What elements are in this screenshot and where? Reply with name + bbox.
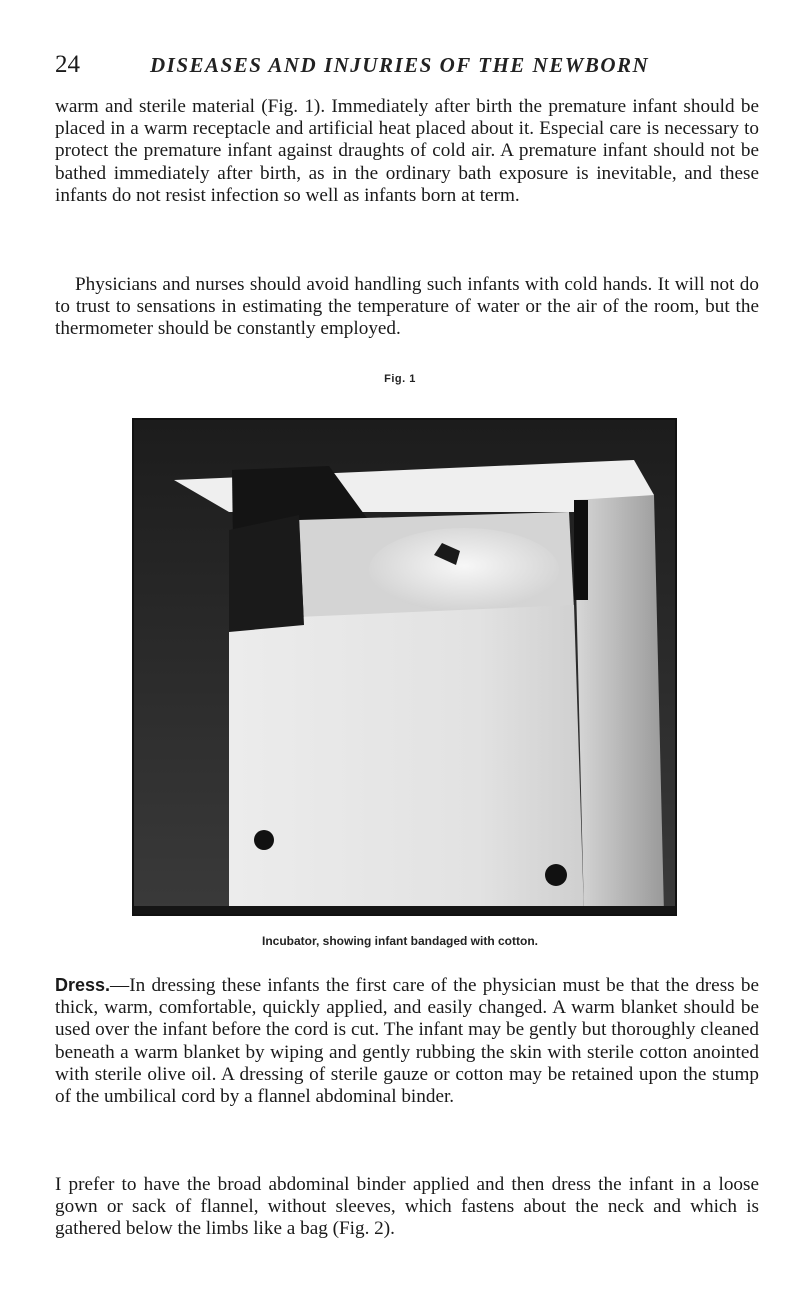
knob-right [545,864,567,886]
figure-label: Fig. 1 [384,373,416,385]
paragraph-2: Physicians and nurses should avoid handling such infants with cold hands. It will not do to trust to sensations in estimating the temperature of water or the air of the room, but the thermometer should be constantly employed. [55,274,759,340]
page-header [55,48,755,82]
incubator-left-wall [229,515,304,632]
base-shadow [134,906,675,914]
ventilation-tube [574,500,588,600]
paragraph-3-body: —In dressing these infants the first care of the physician must be that the dress be thick, warm, comfortable, quickly applied, and easily changed. A warm blanket should be used over the infant before the cord is cut. The infant may be gently but thoroughly cleaned beneath a warm blanket by wiping and gently rubbing the skin with sterile cotton anointed with sterile olive oil. A dressing of sterile gauze or cotton may be retained upon the stump of the umbilical cord by a flannel abdominal binder. [55,975,759,1108]
figure-caption: Incubator, showing infant bandaged with cotton. [262,934,538,948]
page-number: 24 [55,51,80,78]
knob-left [254,830,274,850]
running-head: DISEASES AND INJURIES OF THE NEWBORN [150,53,650,77]
incubator-illustration [134,420,675,914]
incubator-photo [132,418,677,916]
infant-in-cotton [369,528,559,612]
run-in-heading: Dress. [55,975,111,995]
paragraph-1: warm and sterile material (Fig. 1). Immediately after birth the premature infant should be placed in a warm receptacle and artificial heat placed about it. Especial care is necessary to protect the premature infant against draughts of cold air. A premature infant should not be bathed immediately after birth, as in the ordinary bath exposure is inevitable, and these infants do not resist infection so well as infants born at term. [55,96,759,206]
paragraph-dress [55,974,759,1108]
incubator-front-panel [229,605,584,914]
paragraph-4: I prefer to have the broad abdominal binder applied and then dress the infant in a loose gown or sack of flannel, without sleeves, which fastens about the neck and which is gathered below the limbs like a bag (Fig. 2). [55,1174,759,1240]
